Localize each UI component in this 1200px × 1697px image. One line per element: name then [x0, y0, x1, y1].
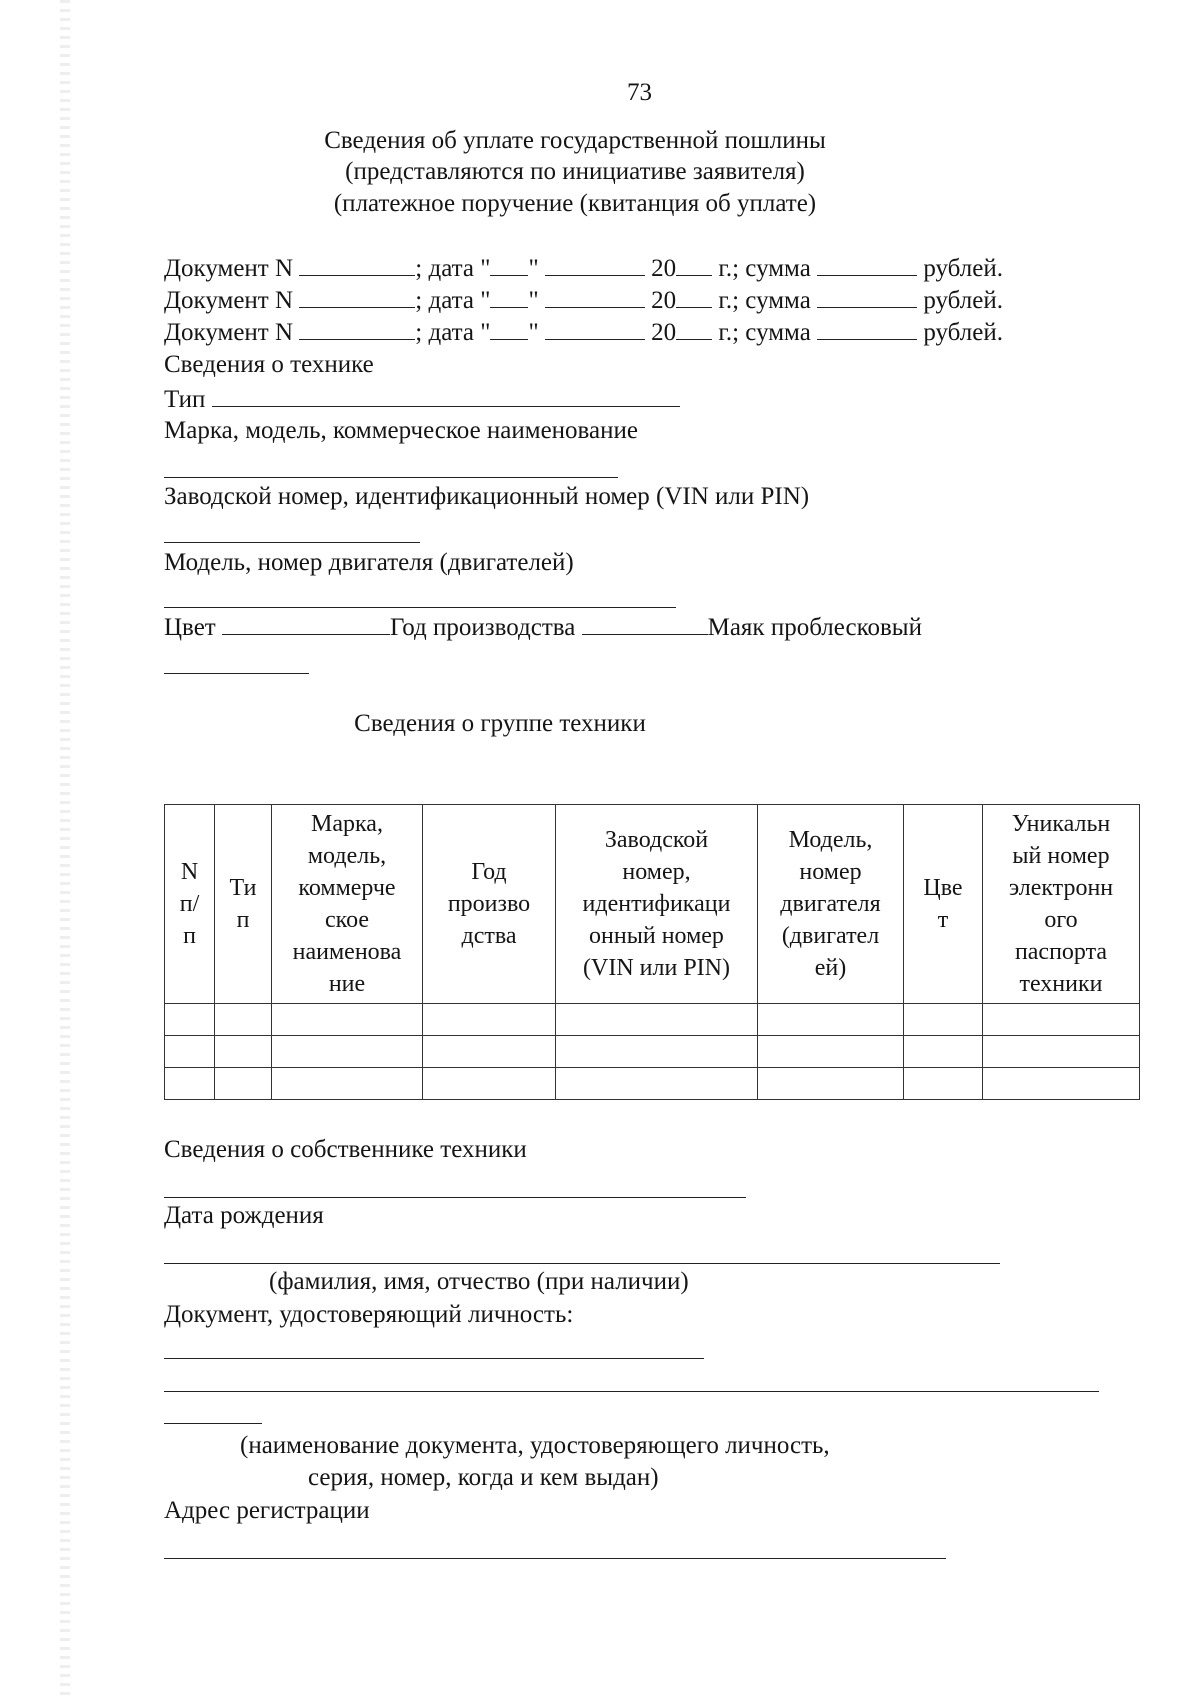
tech-group-table [164, 804, 1140, 1100]
payment-title-3: (платежное поручение (квитанция об уплате) [333, 190, 817, 217]
year-field[interactable] [676, 285, 712, 308]
doc-label: Документ N [164, 287, 294, 314]
day-field[interactable] [490, 285, 528, 308]
brand-label: Марка, модель, коммерческое наименование [164, 417, 638, 444]
type-label: Тип [164, 386, 206, 413]
month-field[interactable] [545, 285, 645, 308]
color-field[interactable] [222, 612, 390, 635]
page-number: 73 [627, 79, 652, 106]
year-prefix: 20 [651, 319, 677, 346]
serial-label: Заводской номер, идентификационный номер (VIN или PIN) [164, 483, 810, 510]
col-number: N п/ п [165, 805, 215, 1004]
production-year-field[interactable] [582, 612, 708, 635]
payment-row-2 [164, 285, 1003, 316]
owner-field[interactable] [164, 1197, 746, 1198]
date-label: ; дата " [415, 287, 491, 314]
month-field[interactable] [545, 317, 645, 340]
payment-title-1: Сведения об уплате государственной пошлины [324, 127, 826, 154]
birth-field[interactable] [164, 1263, 1000, 1264]
sum-label: г.; сумма [718, 287, 811, 314]
sum-field[interactable] [817, 253, 917, 276]
col-type: Ти п [215, 805, 272, 1004]
sum-field[interactable] [817, 285, 917, 308]
quote: " [528, 287, 539, 314]
doc-number-field[interactable] [299, 317, 415, 340]
address-field[interactable] [164, 1558, 946, 1559]
tech-color-row [164, 612, 922, 643]
id-doc-field-1[interactable] [164, 1358, 704, 1359]
table-row [165, 1004, 1140, 1036]
table-row [165, 1036, 1140, 1068]
scan-edge-artifact [60, 0, 70, 1697]
tech-type-row [164, 384, 680, 415]
year-prefix: 20 [651, 287, 677, 314]
birth-label: Дата рождения [164, 1202, 324, 1229]
year-field[interactable] [676, 317, 712, 340]
group-title: Сведения о группе техники [354, 710, 646, 737]
rub-label: рублей. [923, 287, 1003, 314]
doc-number-field[interactable] [299, 253, 415, 276]
beacon-field[interactable] [164, 673, 309, 674]
table-header-row [165, 805, 1140, 1004]
tech-heading: Сведения о технике [164, 351, 374, 378]
sum-label: г.; сумма [718, 319, 811, 346]
id-hint-1: (наименование документа, удостоверяющего личность, [240, 1432, 830, 1459]
serial-field[interactable] [164, 542, 420, 543]
quote: " [528, 319, 539, 346]
doc-number-field[interactable] [299, 285, 415, 308]
date-label: ; дата " [415, 255, 491, 282]
year-label: Год производства [389, 614, 576, 641]
rub-label: рублей. [923, 319, 1003, 346]
payment-row-1 [164, 253, 1003, 284]
day-field[interactable] [490, 253, 528, 276]
month-field[interactable] [545, 253, 645, 276]
day-field[interactable] [490, 317, 528, 340]
id-hint-2: серия, номер, когда и кем выдан) [308, 1464, 659, 1491]
year-field[interactable] [676, 253, 712, 276]
sum-label: г.; сумма [718, 255, 811, 282]
engine-field[interactable] [164, 607, 676, 608]
rub-label: рублей. [923, 255, 1003, 282]
id-doc-field-3[interactable] [164, 1423, 262, 1424]
col-engine: Модель, номер двигателя (двигател ей) [758, 805, 904, 1004]
id-doc-field-2[interactable] [164, 1391, 1099, 1392]
type-field[interactable] [212, 384, 680, 407]
fio-hint: (фамилия, имя, отчество (при наличии) [269, 1268, 689, 1295]
beacon-label: Маяк проблесковый [707, 614, 922, 641]
doc-label: Документ N [164, 255, 294, 282]
col-passport: Уникальн ый номер электронн ого паспорта техники [983, 805, 1140, 1004]
quote: " [528, 255, 539, 282]
col-year: Год произво дства [423, 805, 556, 1004]
engine-label: Модель, номер двигателя (двигателей) [164, 549, 574, 576]
col-brand: Марка, модель, коммерче ское наименова ние [272, 805, 423, 1004]
address-label: Адрес регистрации [164, 1497, 370, 1524]
doc-label: Документ N [164, 319, 294, 346]
payment-row-3 [164, 317, 1003, 348]
col-serial: Заводской номер, идентификаци онный номер (VIN или PIN) [556, 805, 758, 1004]
payment-title-2: (представляются по инициативе заявителя) [345, 158, 805, 185]
year-prefix: 20 [651, 255, 677, 282]
col-color: Цве т [904, 805, 983, 1004]
brand-field[interactable] [164, 477, 618, 478]
sum-field[interactable] [817, 317, 917, 340]
date-label: ; дата " [415, 319, 491, 346]
id-doc-label: Документ, удостоверяющий личность: [164, 1301, 574, 1328]
owner-heading: Сведения о собственнике техники [164, 1136, 527, 1163]
table-row [165, 1068, 1140, 1100]
color-label: Цвет [164, 614, 216, 641]
